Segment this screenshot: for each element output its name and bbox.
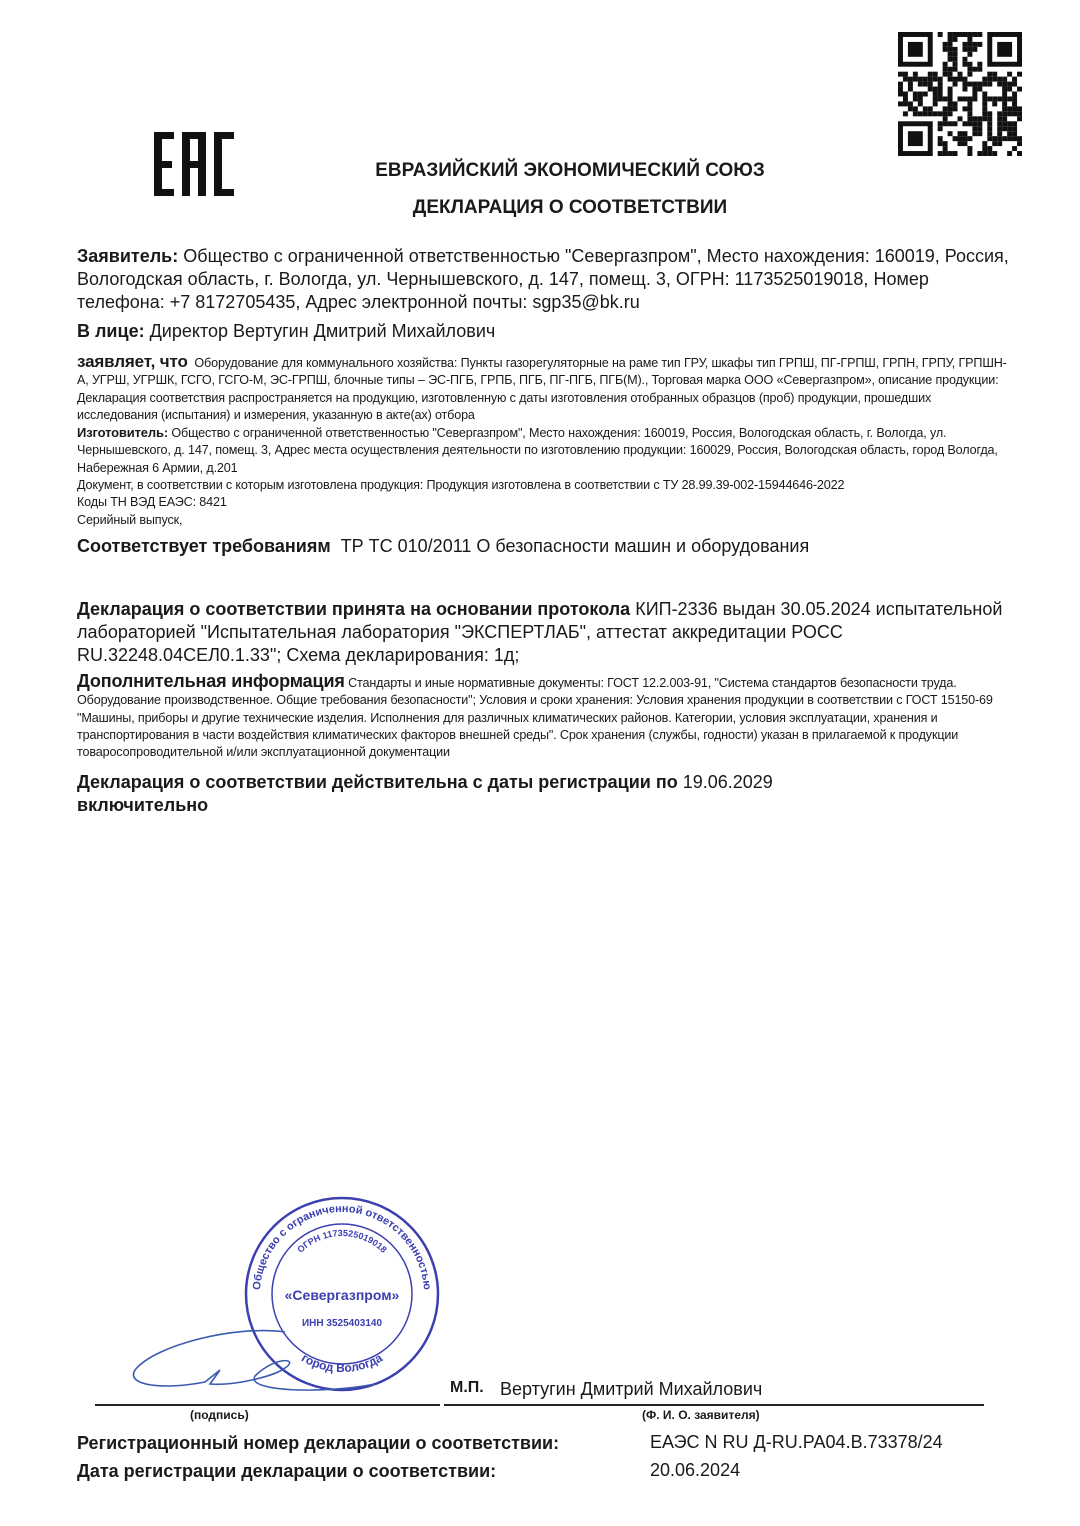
representative-section — [77, 320, 1012, 343]
registration-number-label: Регистрационный номер декларации о соответствии: — [77, 1433, 560, 1453]
seal-mark: М.П. — [450, 1379, 484, 1396]
stamp-ogrn: ОГРН 1173525019018 — [295, 1227, 389, 1255]
manufacturer-text: Общество с ограниченной ответственностью "Севергазпром", Место нахождения: 160019, Россия, Вологодская область, г. Вологда, ул. Чернышевского, д. 147, помещ. 3, Адрес места осуществления деятельности по изготовлению продукции: 160029, Россия, Вологодская область, город Вологда, Набережная 6 Армии, д.201 — [77, 426, 998, 475]
signature-caption: (подпись) — [190, 1408, 249, 1422]
stamp-inn: ИНН 3525403140 — [301, 1318, 383, 1329]
stamp-company: «Севергазпром» — [284, 1287, 400, 1303]
manufacturer-section — [77, 424, 1012, 477]
signer-name: Вертугин Дмитрий Михайлович — [500, 1379, 763, 1399]
registration-number: ЕАЭС N RU Д-RU.РА04.В.73378/24 — [650, 1432, 943, 1452]
name-caption: (Ф. И. О. заявителя) — [642, 1408, 760, 1422]
document-body — [77, 245, 1012, 817]
declares-label: заявляет, что — [77, 352, 188, 371]
declares-section — [77, 353, 1012, 424]
svg-text:Общество с ограниченной ответс — [251, 1203, 433, 1291]
qr-code — [897, 32, 1023, 156]
requirements-label: Соответствует требованиям — [77, 535, 331, 556]
validity-section — [77, 771, 877, 817]
basis-label: Декларация о соответствии принята на основании протокола — [77, 598, 631, 619]
signature-line — [95, 1404, 440, 1406]
requirements-text: ТР ТС 010/2011 О безопасности машин и оборудования — [340, 535, 810, 556]
representative-text: Директор Вертугин Дмитрий Михайлович — [149, 321, 496, 341]
stamp-outer-text: Общество с ограниченной ответственностью — [251, 1202, 433, 1291]
document-title: ДЕКЛАРАЦИЯ О СООТВЕТСТВИИ — [412, 197, 728, 218]
validity-label: Декларация о соответствии действительна с даты регистрации по — [77, 772, 678, 793]
additional-section — [77, 670, 1012, 761]
declaration-body — [77, 353, 1012, 529]
basis-section — [77, 598, 1012, 667]
requirements-section — [77, 535, 1012, 558]
handwritten-signature — [125, 1320, 385, 1402]
registration-date: 20.06.2024 — [650, 1460, 741, 1480]
tn-ved-codes: Коды ТН ВЭД ЕАЭС: 8421 — [77, 495, 227, 510]
additional-label: Дополнительная информация — [77, 670, 345, 691]
applicant-text: Общество с ограниченной ответственностью "Севергазпром", Место нахождения: 160019, Россия, Вологодская область, г. Вологда, ул. Чернышевского, д. 147, помещ. 3, ОГРН: 1173525019018, Номер телефона: +7 8172705435, Адрес электронной почты: sgp35@bk.ru — [77, 246, 1009, 312]
basis-text: КИП-2336 выдан 30.05.2024 испытательной лабораторией "Испытательная лаборатория "ЭКСПЕРТЛАБ", аттестат аккредитации РОСС RU.32248.04СЕЛ0.1.33"; Схема декларирования: 1д; — [77, 598, 1003, 665]
document-line: Документ, в соответствии с которым изготовлена продукция: Продукция изготовлена в соответствии с ТУ 28.99.39-002-15944646-2022 — [77, 478, 845, 493]
validity-suffix: включительно — [77, 795, 209, 816]
applicant-section — [77, 245, 1012, 314]
registration-date-label: Дата регистрации декларации о соответствии: — [77, 1461, 497, 1481]
stamp-city: город Вологда — [299, 1350, 385, 1376]
manufacturer-label: Изготовитель: — [77, 425, 169, 441]
name-line — [444, 1404, 984, 1406]
declares-text: Оборудование для коммунального хозяйства: Пункты газорегуляторные на раме тип ГРУ, шкафы тип ГРПШ, ПГ-ГРПШ, ГРПН, ГРПУ, ГРПШН-А, УГРШ, УГРШК, ГСГО, ГСГО-М, ЭС-ГРПШ, блочные типы – ЭС-ПГБ, ГРПБ, ПГБ, ПГ-ПГБ, ПГБ(М)., Торговая марка ООО «Севергазпром», описание продукции: Декларация соответствия распространяется на продукцию, изготовленную с даты изготовления отобранных образцов (проб) продукции, прошедших исследования (испытания) и измерения, указанную в акте(ах) отбора — [77, 356, 1007, 422]
additional-text: Стандарты и иные нормативные документы: ГОСТ 12.2.003-91, "Система стандартов безопасности труда. Оборудование производственное. Общие требования безопасности"; Условия и сроки хранения: Условия хранения продукции в соответствии с ГОСТ 15150-69 "Машины, приборы и другие технические изделия. Исполнения для различных климатических районов. Категории, условия эксплуатации, хранения и транспортирования в части воздействия климатических факторов внешней среды". Срок хранения (службы, годности) указан в прилагаемой к продукции товаросопроводительной и/или эксплуатационной документации — [77, 675, 993, 760]
applicant-label: Заявитель: — [77, 246, 179, 266]
serial-release: Серийный выпуск, — [77, 512, 183, 527]
representative-label: В лице: — [77, 321, 145, 341]
union-title: ЕВРАЗИЙСКИЙ ЭКОНОМИЧЕСКИЙ СОЮЗ — [375, 160, 765, 181]
validity-date: 19.06.2029 — [682, 772, 773, 793]
